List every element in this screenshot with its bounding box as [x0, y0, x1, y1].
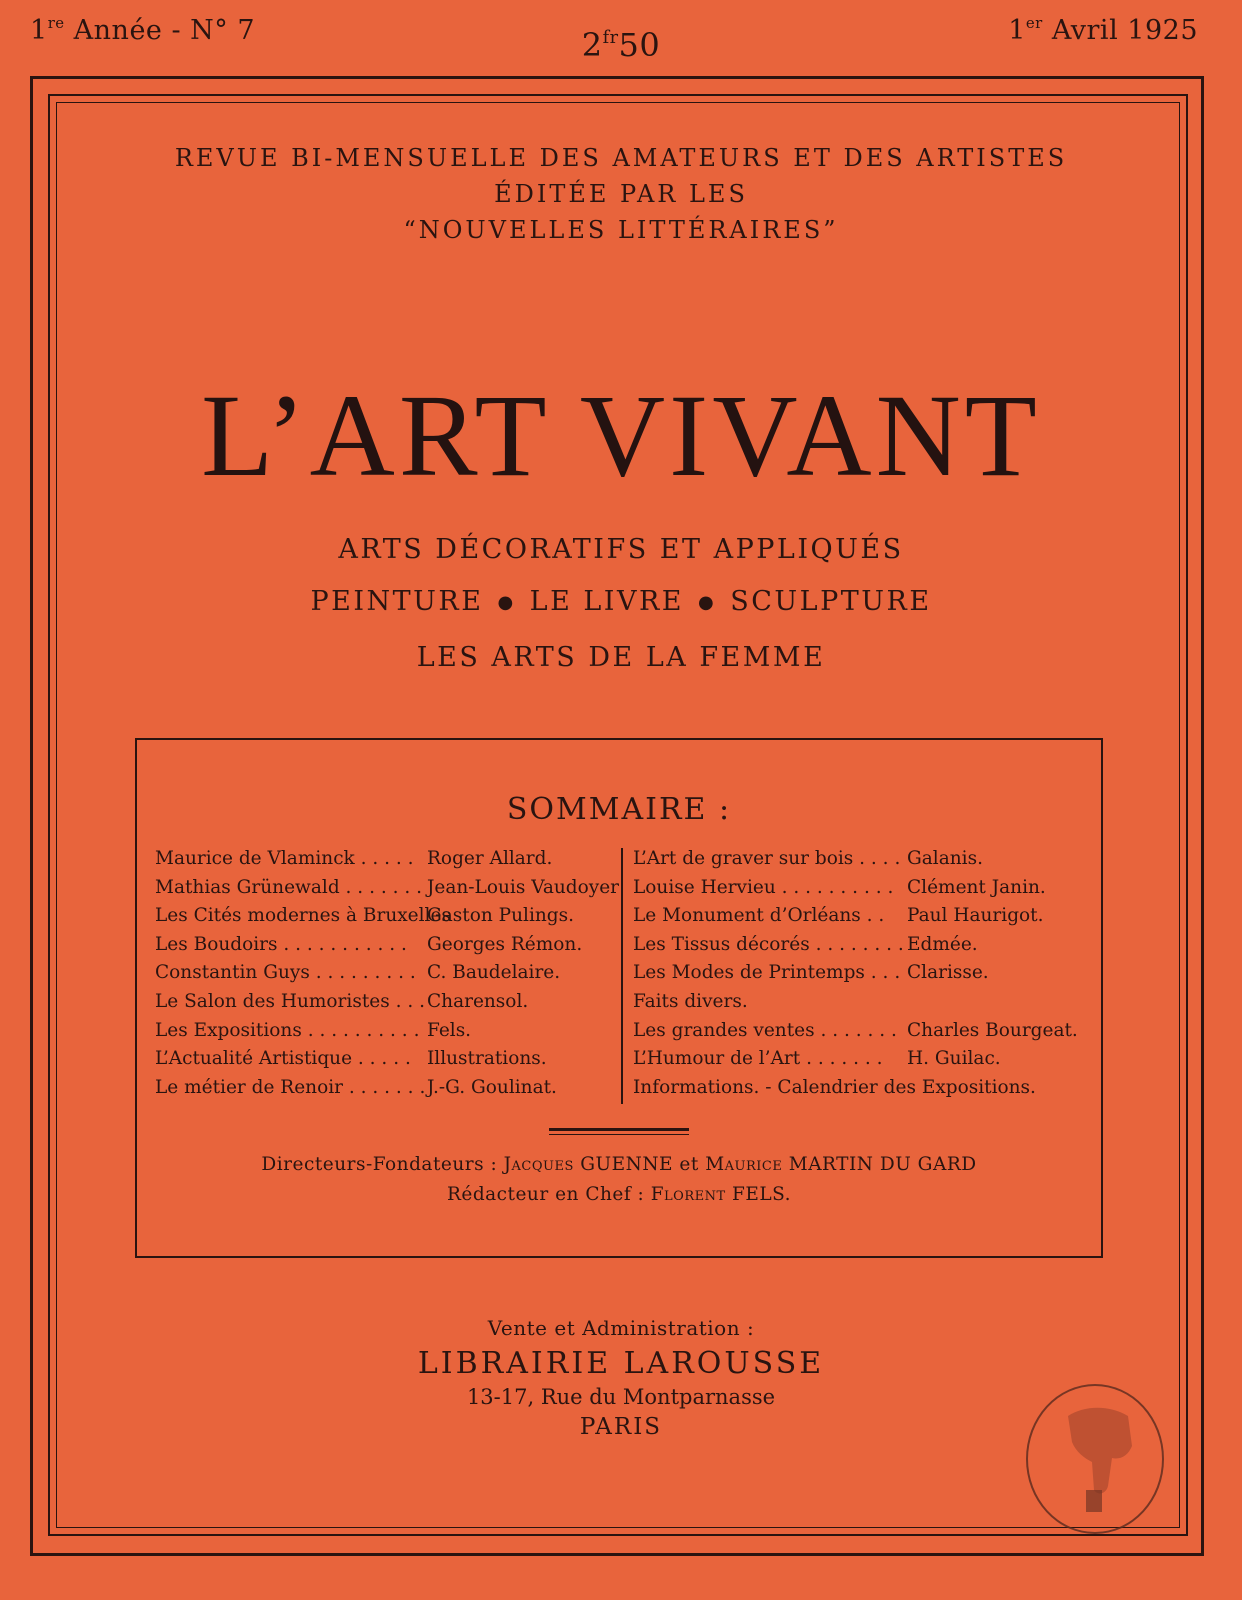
publisher-address: 13-17, Rue du Montparnasse [466, 1385, 776, 1409]
toc-article-title: Les Tissus décorés . . . . . . . . [633, 933, 904, 955]
toc-article-author: Fels. [427, 1019, 472, 1041]
editor-first: Florent [650, 1184, 726, 1205]
toc-row [155, 1020, 615, 1049]
toc-row [155, 1077, 615, 1106]
section-sculpture: SCULPTURE [730, 586, 932, 617]
toc-article-author: Paul Haurigot. [907, 905, 1044, 927]
editor-last: FELS. [732, 1184, 792, 1205]
date-rest: Avril 1925 [1042, 15, 1198, 47]
masthead-title: L’ART VIVANT [201, 370, 1041, 501]
toc-article-author: Charensol. [427, 990, 529, 1012]
price-main: 2 [581, 26, 603, 64]
issue-prefix: 1 [30, 15, 48, 47]
issue-sup: re [47, 14, 65, 32]
toc-article-title: Constantin Guys . . . . . . . . . [155, 962, 416, 984]
directors-line [137, 1154, 1101, 1175]
director1-last: GUENNE [580, 1154, 674, 1175]
toc-article-title: Louise Hervieu . . . . . . . . . . [633, 876, 894, 898]
toc-article-author: Gaston Pulings. [427, 905, 574, 927]
library-stamp-icon [1026, 1384, 1164, 1534]
toc-article-author: Galanis. [907, 848, 983, 869]
toc-article-title: Mathias Grünewald . . . . . . . [155, 876, 422, 898]
toc-row [155, 876, 620, 906]
toc-article-author: Illustrations. [427, 1048, 547, 1070]
price-rest: 50 [618, 26, 661, 64]
toc-article-author: Edmée. [907, 933, 978, 955]
subtitle-line-3: “NOUVELLES LITTÉRAIRES” [403, 216, 839, 244]
toc-row [633, 991, 1093, 1020]
toc-article-author: J.-G. Goulinat. [427, 1076, 557, 1098]
director1-first: Jacques [503, 1154, 574, 1175]
toc-left-column [155, 848, 620, 1105]
toc-article-title: Le métier de Renoir . . . . . . . [155, 1076, 426, 1098]
toc-article-author: Jean-Louis Vaudoyer [427, 876, 620, 898]
sections-line-1: ARTS DÉCORATIFS ET APPLIQUÉS [338, 534, 904, 565]
hand-stamp-icon [1028, 1386, 1162, 1532]
toc-row [633, 934, 1093, 963]
subtitle-line-1: REVUE BI-MENSUELLE DES AMATEURS ET DES ARTISTES [174, 144, 1068, 172]
sommaire-box [135, 738, 1103, 1258]
toc-row [633, 1020, 1093, 1049]
toc-article-title: Le Monument d’Orléans . . [633, 905, 885, 927]
toc-article-title: Les Expositions . . . . . . . . . . [155, 1019, 420, 1041]
issue-date [1008, 14, 1198, 46]
directors-label: Directeurs-Fondateurs : [261, 1154, 498, 1175]
toc-article-title: L’Humour de l’Art . . . . . . . [633, 1048, 883, 1070]
toc-row [633, 905, 1093, 934]
and-word: et [679, 1154, 699, 1175]
ornament-rule-thin [549, 1134, 689, 1135]
director2-last: MARTIN DU GARD [788, 1154, 977, 1175]
column-divider [621, 848, 623, 1104]
toc-article-author: Clément Janin. [907, 876, 1046, 898]
editor-line [137, 1184, 1101, 1205]
toc-article-author: Roger Allard. [427, 848, 553, 869]
section-peinture: PEINTURE [310, 586, 484, 617]
toc-row [155, 905, 615, 934]
toc-article-title: Les Cités modernes à Bruxelles [155, 905, 451, 927]
toc-article-title: Faits divers. [633, 990, 748, 1012]
toc-article-title: L’Actualité Artistique . . . . . [155, 1048, 411, 1070]
toc-article-title: Les Modes de Printemps . . . [633, 962, 901, 984]
separator-dot: ● [497, 592, 516, 613]
toc-row [633, 1048, 1093, 1077]
toc-row [155, 934, 615, 963]
sections-line-2 [0, 586, 1242, 617]
toc-article-title: Informations. - Calendrier des Expositions. [633, 1076, 1036, 1098]
toc-row [155, 848, 615, 877]
director2-first: Maurice [705, 1154, 783, 1175]
sections-line-3: LES ARTS DE LA FEMME [416, 642, 826, 673]
toc-article-author: Clarisse. [907, 962, 989, 984]
toc-row [633, 962, 1093, 991]
toc-row [633, 848, 1093, 877]
toc-article-title: Maurice de Vlaminck . . . . . [155, 848, 414, 869]
toc-row [633, 1077, 1093, 1106]
issue-rest: Année - N° 7 [64, 15, 256, 47]
sommaire-title: SOMMAIRE : [506, 792, 732, 827]
price-sup: fr [602, 27, 619, 48]
footer-label: Vente et Administration : [487, 1316, 755, 1340]
toc-article-title: Le Salon des Humoristes . . . [155, 990, 425, 1012]
toc-article-title: Les Boudoirs . . . . . . . . . . . [155, 933, 407, 955]
publisher-name: LIBRAIRIE LAROUSSE [417, 1346, 825, 1381]
toc-article-title: L’Art de graver sur bois . . . . [633, 848, 901, 869]
editor-label: Rédacteur en Chef : [446, 1184, 645, 1205]
toc-row [155, 991, 615, 1020]
toc-article-author: H. Guilac. [907, 1048, 1001, 1070]
toc-article-author: Charles Bourgeat. [907, 1019, 1078, 1041]
toc-article-author: C. Baudelaire. [427, 962, 561, 984]
ornament-rule [549, 1128, 689, 1131]
toc-row [155, 1048, 615, 1077]
toc-row [633, 877, 1093, 906]
toc-row [155, 962, 615, 991]
separator-dot: ● [698, 592, 717, 613]
section-livre: LE LIVRE [529, 586, 685, 617]
date-sup: er [1025, 14, 1043, 32]
toc-right-column [633, 848, 1093, 1105]
toc-article-title: Les grandes ventes . . . . . . . [633, 1019, 897, 1041]
publisher-city: PARIS [579, 1414, 663, 1440]
subtitle-line-2: ÉDITÉE PAR LES [494, 180, 748, 208]
date-prefix: 1 [1008, 15, 1026, 47]
toc-article-author: Georges Rémon. [427, 933, 583, 955]
